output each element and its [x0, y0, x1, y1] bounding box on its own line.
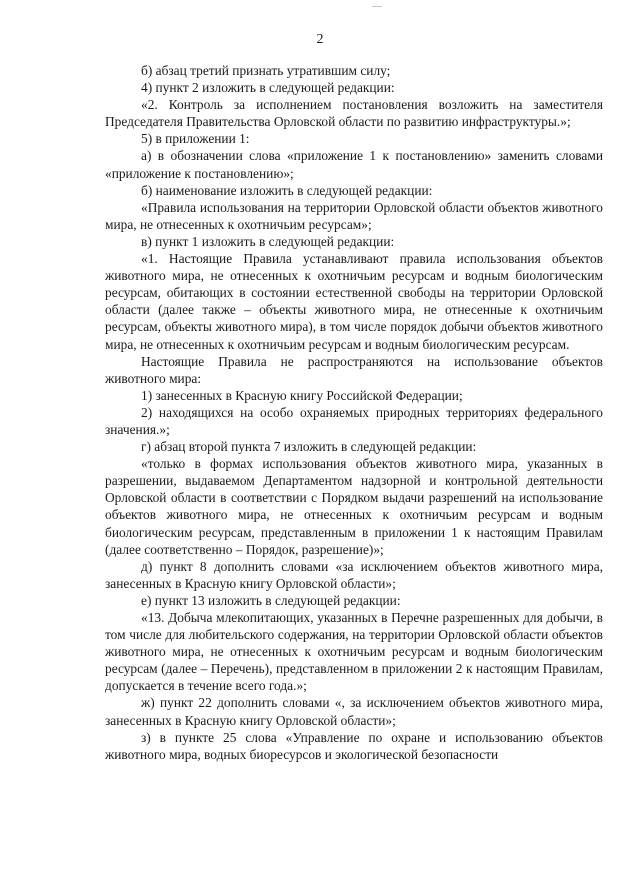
paragraph: 4) пункт 2 изложить в следующей редакции:: [141, 80, 395, 96]
paragraph: Настоящие Правила не распространяются на использование объектов животного мира:: [105, 353, 603, 386]
paragraph: а) в обозначении слова «приложение 1 к постановлению» заменить словами «приложение к постановлению»;: [105, 148, 603, 181]
scan-artifact-top: [372, 6, 382, 7]
paragraph: ж) пункт 22 дополнить словами «, за исключением объектов животного мира, занесенных в Красную книгу Орловской области»;: [105, 695, 603, 728]
paragraph: «13. Добыча млекопитающих, указанных в Перечне разрешенных для добычи, в том числе для любительского содержания, на территории Орловской области объектов животного мира, не отнесенных к охотничьим ресурсам и водным биологическим ресурсам (далее – Перечень), представленном в приложении 2 к настоящим Правилам, допускается в течение всего года.»;: [105, 610, 603, 694]
paragraph: 5) в приложении 1:: [141, 131, 250, 147]
paragraph: б) наименование изложить в следующей редакции:: [141, 182, 433, 198]
document-body: [105, 62, 603, 763]
paragraph: «1. Настоящие Правила устанавливают правила использования объектов животного мира, не отнесенных к охотничьим ресурсам и водным биологическим ресурсам, обитающих в состоянии естественной свободы на территории Орловской области (далее также – объекты животного мира, не отнесенные к охотничьим ресурсам, объекты животного мира), в том числе порядок добычи объектов животного мира, не отнесенных к охотничьим ресурсам и водным биологическим ресурсам.: [105, 251, 603, 352]
paragraph: в) пункт 1 изложить в следующей редакции:: [141, 233, 395, 249]
paragraph: «только в формах использования объектов животного мира, указанных в разрешении, выдаваемом Департаментом надзорной и контрольной деятельности Орловской области в соответствии с Порядком выдачи разрешений на использование объектов животного мира, не отнесенных к охотничьим ресурсам и водным биологическим ресурсам, представленным в приложении 1 к настоящим Правилам (далее соответственно – Порядок, разрешение)»;: [105, 456, 603, 557]
paragraph: «Правила использования на территории Орловской области объектов животного мира, не отнесенных к охотничьим ресурсам»;: [105, 199, 603, 232]
paragraph: б) абзац третий признать утратившим силу;: [141, 63, 391, 78]
paragraph: 1) занесенных в Красную книгу Российской Федерации;: [141, 387, 463, 403]
page-number: 2: [316, 32, 324, 47]
paragraph: г) абзац второй пункта 7 изложить в следующей редакции:: [141, 439, 477, 455]
paragraph: д) пункт 8 дополнить словами «за исключением объектов животного мира, занесенных в Красную книгу Орловской области»;: [105, 558, 603, 591]
paragraph: з) в пункте 25 слова «Управление по охране и использованию объектов животного мира, водных биоресурсов и экологической безопасности: [105, 729, 603, 762]
paragraph: 2) находящихся на особо охраняемых природных территориях федерального значения.»;: [105, 404, 603, 437]
paragraph: «2. Контроль за исполнением постановления возложить на заместителя Председателя Правительства Орловской области по развитию инфраструктуры.»;: [105, 97, 603, 130]
paragraph: е) пункт 13 изложить в следующей редакции:: [141, 592, 401, 608]
